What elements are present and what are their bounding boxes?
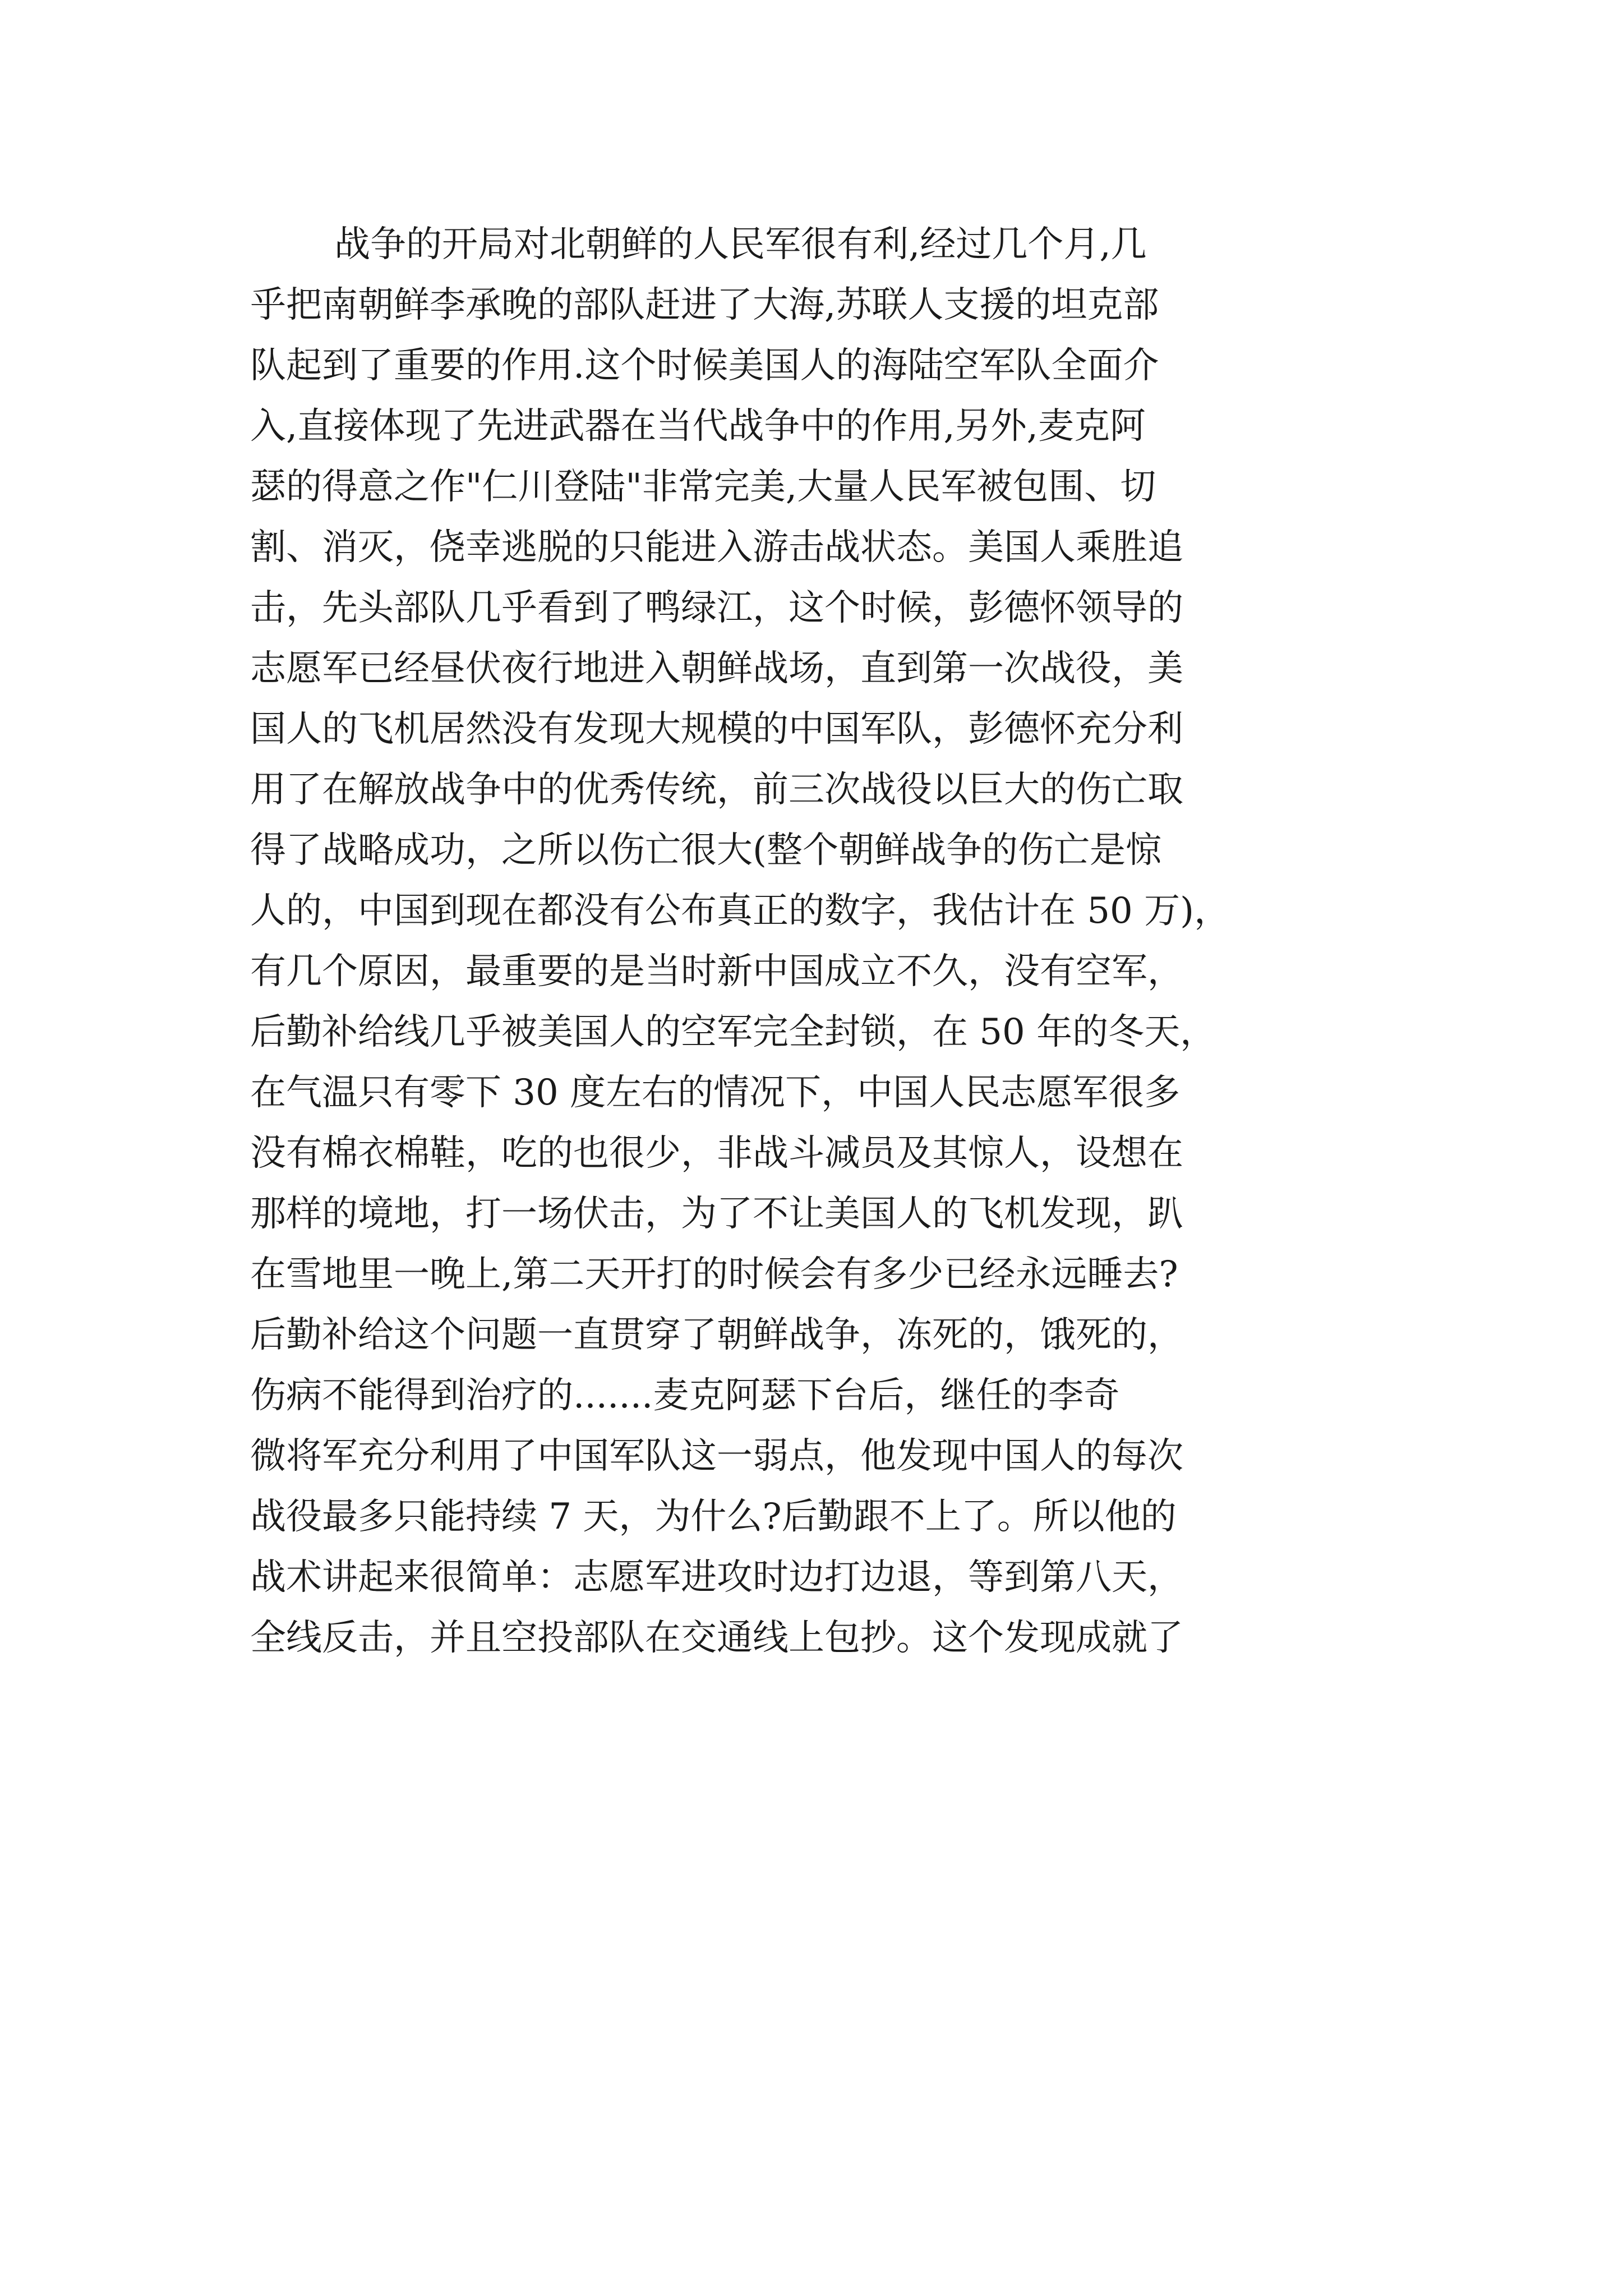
text-line: 全线反击，并且空投部队在交通线上包抄。这个发现成就了 (250, 1617, 1183, 1659)
text-line: 没有棉衣棉鞋，吃的也很少，非战斗减员及其惊人，设想在 (250, 1133, 1183, 1174)
text-line: 志愿军已经昼伏夜行地进入朝鲜战场，直到第一次战役，美 (250, 648, 1183, 689)
text-line: 微将军充分利用了中国军队这一弱点，他发现中国人的每次 (250, 1435, 1183, 1477)
text-line: 后勤补给这个问题一直贯穿了朝鲜战争，冻死的，饿死的， (250, 1314, 1183, 1356)
text-line: 用了在解放战争中的优秀传统，前三次战役以巨大的伤亡取 (250, 769, 1183, 811)
text-line: 战术讲起来很简单：志愿军进攻时边打边退，等到第八天， (250, 1557, 1183, 1598)
text-line: 伤病不能得到治疗的.......麦克阿瑟下台后，继任的李奇 (250, 1375, 1120, 1416)
text-line: 有几个原因，最重要的是当时新中国成立不久，没有空军， (250, 951, 1183, 992)
text-line: 人的，中国到现在都没有公布真正的数字，我估计在 50 万)， (250, 890, 1230, 932)
text-line: 入,直接体现了先进武器在当代战争中的作用,另外,麦克阿 (250, 406, 1146, 447)
text-line: 乎把南朝鲜李承晚的部队赶进了大海,苏联人支援的坦克部 (250, 284, 1159, 326)
text-line: 战争的开局对北朝鲜的人民军很有利,经过几个月,几 (334, 224, 1147, 265)
text-line: 队起到了重要的作用.这个时候美国人的海陆空军队全面介 (250, 345, 1159, 386)
text-line: 在雪地里一晚上,第二天开打的时候会有多少已经永远睡去? (250, 1254, 1178, 1295)
text-line: 那样的境地，打一场伏击，为了不让美国人的飞机发现，趴 (250, 1193, 1183, 1235)
text-line: 瑟的得意之作"仁川登陆"非常完美,大量人民军被包围、切 (250, 466, 1156, 508)
body-paragraph (250, 214, 1405, 1668)
text-line: 击，先头部队几乎看到了鸭绿江，这个时候，彭德怀领导的 (250, 587, 1183, 629)
text-line: 得了战略成功，之所以伤亡很大(整个朝鲜战争的伤亡是惊 (250, 830, 1161, 871)
text-line: 割、消灭，侥幸逃脱的只能进入游击战状态。美国人乘胜追 (250, 527, 1183, 568)
text-line: 后勤补给线几乎被美国人的空军完全封锁，在 50 年的冬天， (250, 1011, 1216, 1053)
text-line: 国人的飞机居然没有发现大规模的中国军队，彭德怀充分利 (250, 708, 1183, 750)
text-line: 在气温只有零下 30 度左右的情况下，中国人民志愿军很多 (250, 1072, 1181, 1114)
text-line: 战役最多只能持续 7 天，为什么?后勤跟不上了。所以他的 (250, 1496, 1177, 1538)
